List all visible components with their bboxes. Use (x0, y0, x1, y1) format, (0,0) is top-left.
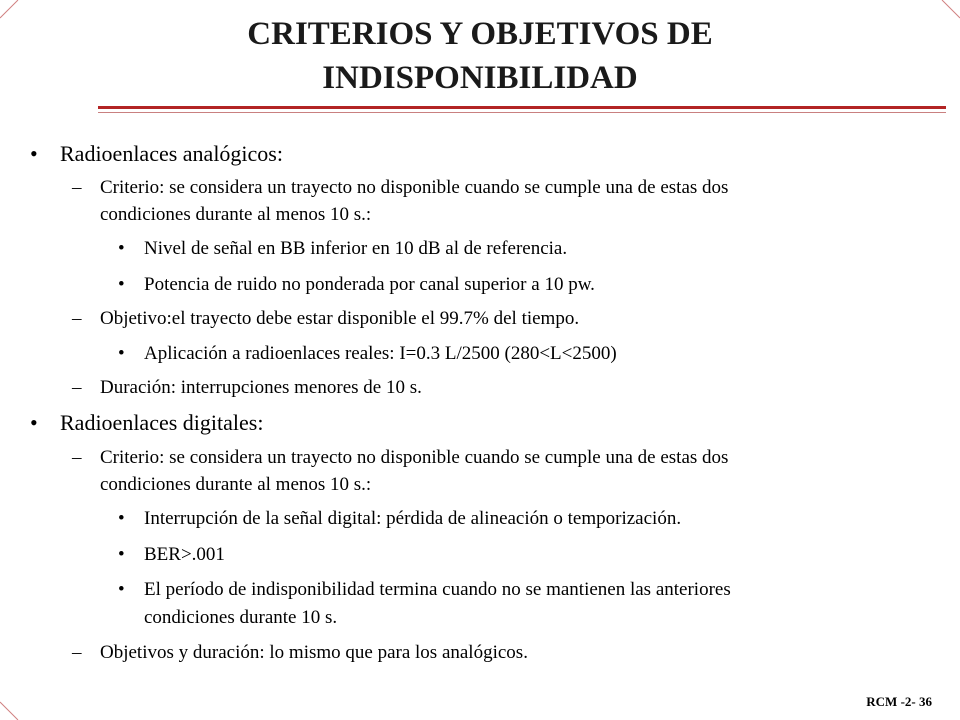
bullet-marker: • (118, 343, 125, 364)
bullet-marker: • (30, 141, 38, 166)
dash-marker: – (72, 447, 82, 468)
dash-marker: – (72, 642, 82, 663)
section-heading-analogicos: Radioenlaces analógicos: (60, 141, 283, 166)
title-line-1: CRITERIOS Y OBJETIVOS DE (247, 16, 713, 52)
criterio-digital-line-1: Criterio: se considera un trayecto no disponible cuando se cumple una de estas dos (100, 447, 729, 468)
condicion-digital-2: BER>.001 (144, 544, 225, 565)
dash-marker: – (72, 308, 82, 329)
criterio-digital-line-2: condiciones durante al menos 10 s.: (100, 474, 372, 495)
bullet-marker: • (118, 579, 125, 600)
criterio-analog-line-1: Criterio: se considera un trayecto no disponible cuando se cumple una de estas dos (100, 177, 729, 198)
objetivos-digital: Objetivos y duración: lo mismo que para los analógicos. (100, 642, 528, 663)
slide-title (0, 12, 960, 100)
condicion-analog-1: Nivel de señal en BB inferior en 10 dB al de referencia. (144, 238, 568, 259)
corner-mark-bottom-left (0, 700, 20, 720)
title-line-2: INDISPONIBILIDAD (322, 60, 638, 96)
bullet-marker: • (118, 508, 125, 529)
condicion-analog-2: Potencia de ruido no ponderada por canal superior a 10 pw. (144, 274, 595, 295)
title-underline-thin (98, 112, 946, 113)
bullet-marker: • (118, 544, 125, 565)
condicion-digital-3-line-2: condiciones durante 10 s. (144, 607, 338, 628)
bullet-marker: • (118, 238, 125, 259)
duracion-analog: Duración: interrupciones menores de 10 s. (100, 377, 422, 398)
bullet-marker: • (30, 410, 38, 435)
objetivo-analog: Objetivo:el trayecto debe estar disponible el 99.7% del tiempo. (100, 308, 580, 329)
bullet-marker: • (118, 274, 125, 295)
section-heading-digitales: Radioenlaces digitales: (60, 410, 264, 435)
condicion-digital-3-line-1: El período de indisponibilidad termina cuando no se mantienen las anteriores (144, 579, 731, 600)
condicion-digital-1: Interrupción de la señal digital: pérdida de alineación o temporización. (144, 508, 682, 529)
dash-marker: – (72, 377, 82, 398)
criterio-analog-line-2: condiciones durante al menos 10 s.: (100, 204, 372, 225)
aplicacion-analog: Aplicación a radioenlaces reales: I=0.3 L/2500 (280<L<2500) (144, 343, 617, 364)
title-underline-thick (98, 106, 946, 109)
dash-marker: – (72, 177, 82, 198)
slide-footer: RCM -2- 36 (866, 694, 932, 709)
